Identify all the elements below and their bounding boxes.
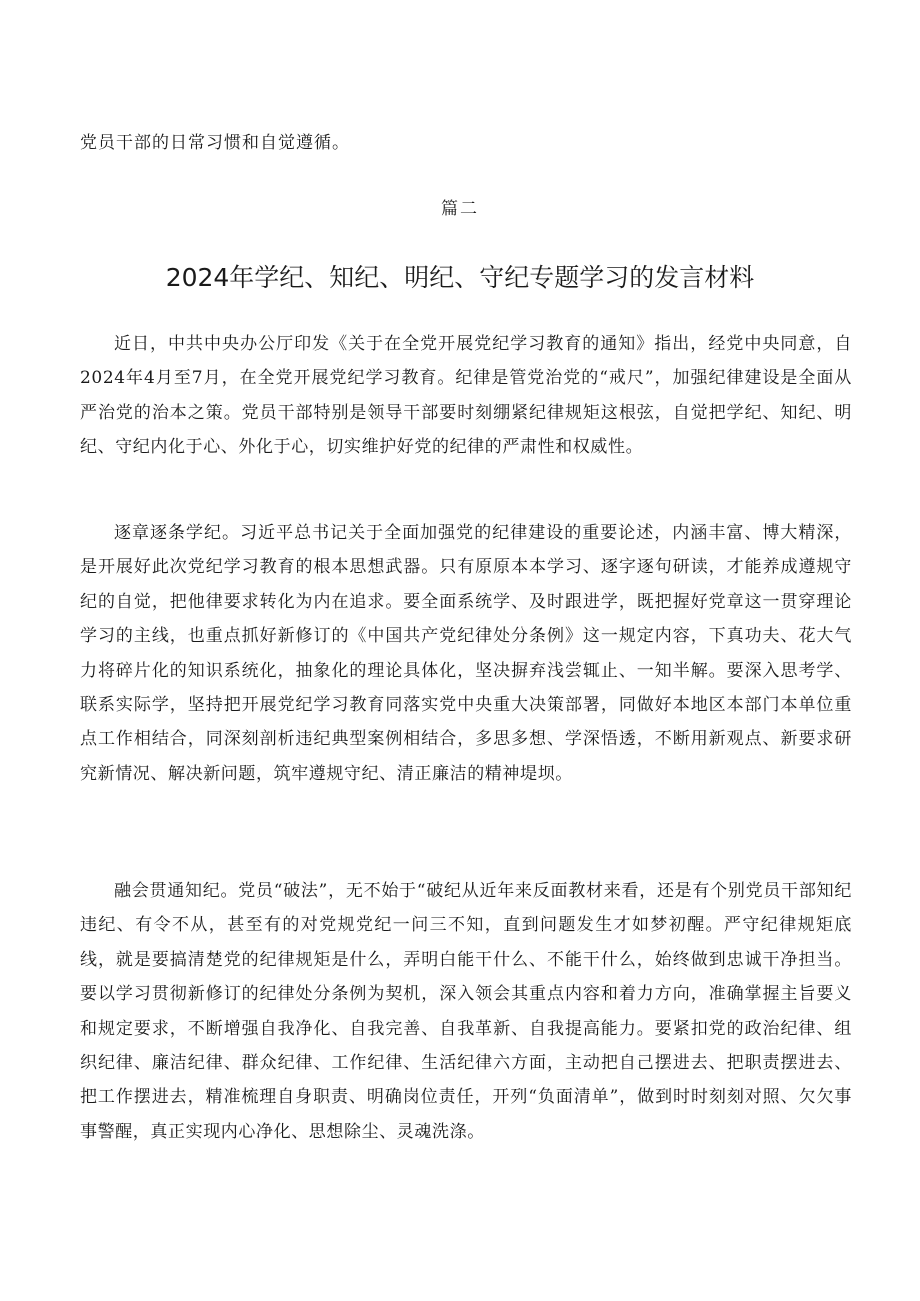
paragraph-study-discipline: 逐章逐条学纪。习近平总书记关于全面加强党的纪律建设的重要论述，内涵丰富、博大精深，是开展好此次党纪学习教育的根本思想武器。只有原原本本学习、逐字逐句研读，才能养成遵规守纪的自觉，把他律要求转化为内在追求。要全面系统学、及时跟进学，既把握好党章这一贯穿理论学习的主线，也重点抓好新修订的《中国共产党纪律处分条例》这一规定内容，下真功夫、花大气力将碎片化的知识系统化，抽象化的理论具体化，坚决摒弃浅尝辄止、一知半解。要深入思考学、联系实际学，坚持把开展党纪学习教育同落实党中央重大决策部署，同做好本地区本部门本单位重点工作相结合，同深刻剖析违纪典型案例相结合，多思多想、学深悟透，不断用新观点、新要求研究新情况、解决新问题，筑牢遵规守纪、清正廉洁的精神堤坝。 — [80, 523, 852, 784]
paragraph-intro: 近日，中共中央办公厅印发《关于在全党开展党纪学习教育的通知》指出，经党中央同意，自2024年4月至7月，在全党开展党纪学习教育。纪律是管党治党的“戒尺”，加强纪律建设是全面从严治党的治本之策。党员干部特别是领导干部要时刻绷紧纪律规矩这根弦，自觉把学纪、知纪、明纪、守纪内化于心、外化于心，切实维护好党的纪律的严肃性和权威性。 — [80, 334, 852, 458]
intro-line: 党员干部的日常习惯和自觉遵循。 — [80, 133, 350, 153]
paragraph-know-discipline: 融会贯通知纪。党员“破法”，无不始于“破纪从近年来反面教材来看，还是有个别党员干部知纪违纪、有令不从，甚至有的对党规党纪一问三不知，直到问题发生才如梦初醒。严守纪律规矩底线，就是要搞清楚党的纪律规矩是什么，弄明白能干什么、不能干什么，始终做到忠诚干净担当。要以学习贯彻新修订的纪律处分条例为契机，深入领会其重点内容和着力方向，准确掌握主旨要义和规定要求，不断增强自我净化、自我完善、自我革新、自我提高能力。要紧扣党的政治纪律、组织纪律、廉洁纪律、群众纪律、工作纪律、生活纪律六方面，主动把自己摆进去、把职责摆进去、把工作摆进去，精准梳理自身职责、明确岗位责任，开列“负面清单”，做到时时刻刻对照、欠欠事事警醒，真正实现内心净化、思想除尘、灵魂洗涤。 — [80, 881, 852, 1142]
section-label: 篇二 — [441, 199, 479, 219]
page-title: 2024年学纪、知纪、明纪、守纪专题学习的发言材料 — [165, 263, 755, 292]
